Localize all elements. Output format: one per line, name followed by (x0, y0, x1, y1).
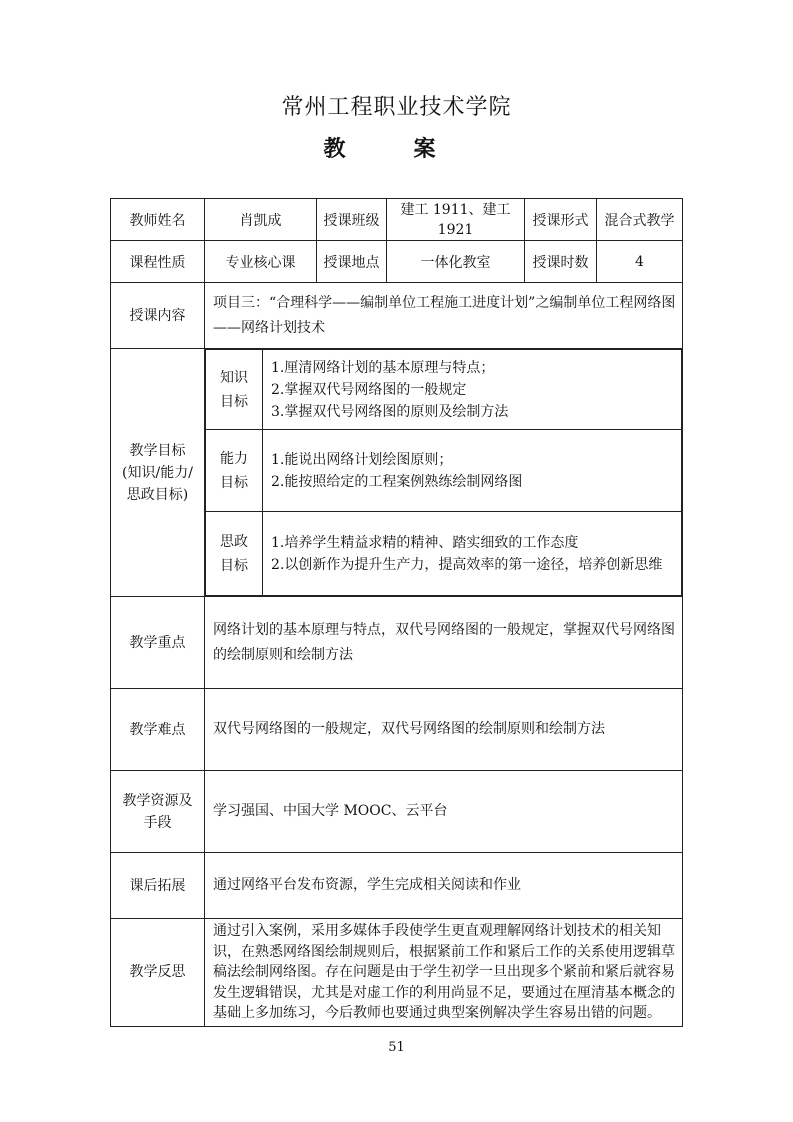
key-points-label: 教学重点 (111, 597, 205, 689)
resources-label-line2: 手段 (143, 814, 172, 831)
nature-label: 课程性质 (111, 241, 205, 283)
content-value: 项目三：“合理科学——编制单位工程施工进度计划”之编制单位工程网络图——网络计划技术 (205, 283, 683, 349)
objectives-detail (205, 349, 683, 597)
class-value-line1: 建工 1911、建工 (400, 201, 511, 218)
knowledge-item: 2.掌握双代号网络图的一般规定 (271, 381, 467, 398)
resources-label (111, 771, 205, 853)
ability-label-line1: 能力 (220, 450, 248, 467)
objectives-label (111, 349, 205, 597)
place-value: 一体化教室 (387, 241, 525, 283)
reflection-label: 教学反思 (111, 919, 205, 1027)
extension-label: 课后拓展 (111, 853, 205, 919)
objectives-inner-table (205, 349, 682, 596)
knowledge-row (206, 350, 682, 430)
row-key-points (111, 597, 683, 689)
content-label: 授课内容 (111, 283, 205, 349)
lesson-plan-table (110, 198, 683, 1027)
row-difficulties (111, 689, 683, 771)
row-reflection (111, 919, 683, 1027)
hours-value: 4 (597, 241, 683, 283)
ideology-items (263, 512, 682, 596)
row-resources (111, 771, 683, 853)
ideology-item: 1.培养学生精益求精的精神、踏实细致的工作态度 (271, 534, 579, 551)
hours-label: 授课时数 (525, 241, 597, 283)
ideology-label-line2: 目标 (220, 557, 248, 574)
doc-title-part1: 教 (323, 136, 380, 162)
class-value (387, 199, 525, 241)
objectives-label-line2: (知识/能力/ (122, 464, 193, 481)
key-points-value: 网络计划的基本原理与特点，双代号网络图的一般规定，掌握双代号网络图的绘制原则和绘制方法 (205, 597, 683, 689)
page-number: 51 (388, 1040, 405, 1055)
knowledge-label (206, 350, 263, 430)
ability-row (206, 430, 682, 512)
knowledge-label-line1: 知识 (220, 369, 248, 386)
document-title (0, 132, 793, 163)
ability-items (263, 430, 682, 512)
nature-value: 专业核心课 (205, 241, 317, 283)
ideology-item: 2.以创新作为提升生产力，提高效率的第一途径，培养创新思维 (271, 556, 663, 573)
row-teacher (111, 199, 683, 241)
knowledge-label-line2: 目标 (220, 393, 248, 410)
teacher-label: 教师姓名 (111, 199, 205, 241)
row-extension (111, 853, 683, 919)
reflection-value: 通过引入案例，采用多媒体手段使学生更直观理解网络计划技术的相关知识，在熟悉网络图绘制规则后，根据紧前工作和紧后工作的关系使用逻辑草稿法绘制网络图。存在问题是由于学生初学一旦出现多个紧前和紧后就容易发生逻辑错误，尤其是对虚工作的利用尚显不足，要通过在厘清基本概念的基础上多加练习，今后教师也要通过典型案例解决学生容易出错的问题。 (205, 919, 683, 1027)
ability-label-line2: 目标 (220, 474, 248, 491)
teacher-value: 肖凯成 (205, 199, 317, 241)
knowledge-item: 3.掌握双代号网络图的原则及绘制方法 (271, 403, 509, 420)
ability-item: 1.能说出网络计划绘图原则； (271, 451, 453, 468)
resources-value: 学习强国、中国大学 MOOC、云平台 (205, 771, 683, 853)
ideology-label-line1: 思政 (220, 533, 248, 550)
row-nature (111, 241, 683, 283)
difficulties-value: 双代号网络图的一般规定，双代号网络图的绘制原则和绘制方法 (205, 689, 683, 771)
institution-title: 常州工程职业技术学院 (281, 95, 512, 120)
form-value: 混合式教学 (597, 199, 683, 241)
knowledge-items (263, 350, 682, 430)
form-label: 授课形式 (525, 199, 597, 241)
ideology-row (206, 512, 682, 596)
objectives-label-line1: 教学目标 (129, 442, 186, 459)
doc-title-part2: 案 (413, 136, 470, 162)
row-objectives (111, 349, 683, 597)
class-value-line2: 1921 (437, 221, 474, 238)
ability-label (206, 430, 263, 512)
place-label: 授课地点 (317, 241, 387, 283)
extension-value: 通过网络平台发布资源，学生完成相关阅读和作业 (205, 853, 683, 919)
ideology-label (206, 512, 263, 596)
objectives-label-line3: 思政目标) (126, 486, 189, 503)
row-content (111, 283, 683, 349)
class-label: 授课班级 (317, 199, 387, 241)
knowledge-item: 1.厘清网络计划的基本原理与特点； (271, 359, 495, 376)
resources-label-line1: 教学资源及 (122, 792, 193, 809)
ability-item: 2.能按照给定的工程案例熟练绘制网络图 (271, 473, 523, 490)
difficulties-label: 教学难点 (111, 689, 205, 771)
